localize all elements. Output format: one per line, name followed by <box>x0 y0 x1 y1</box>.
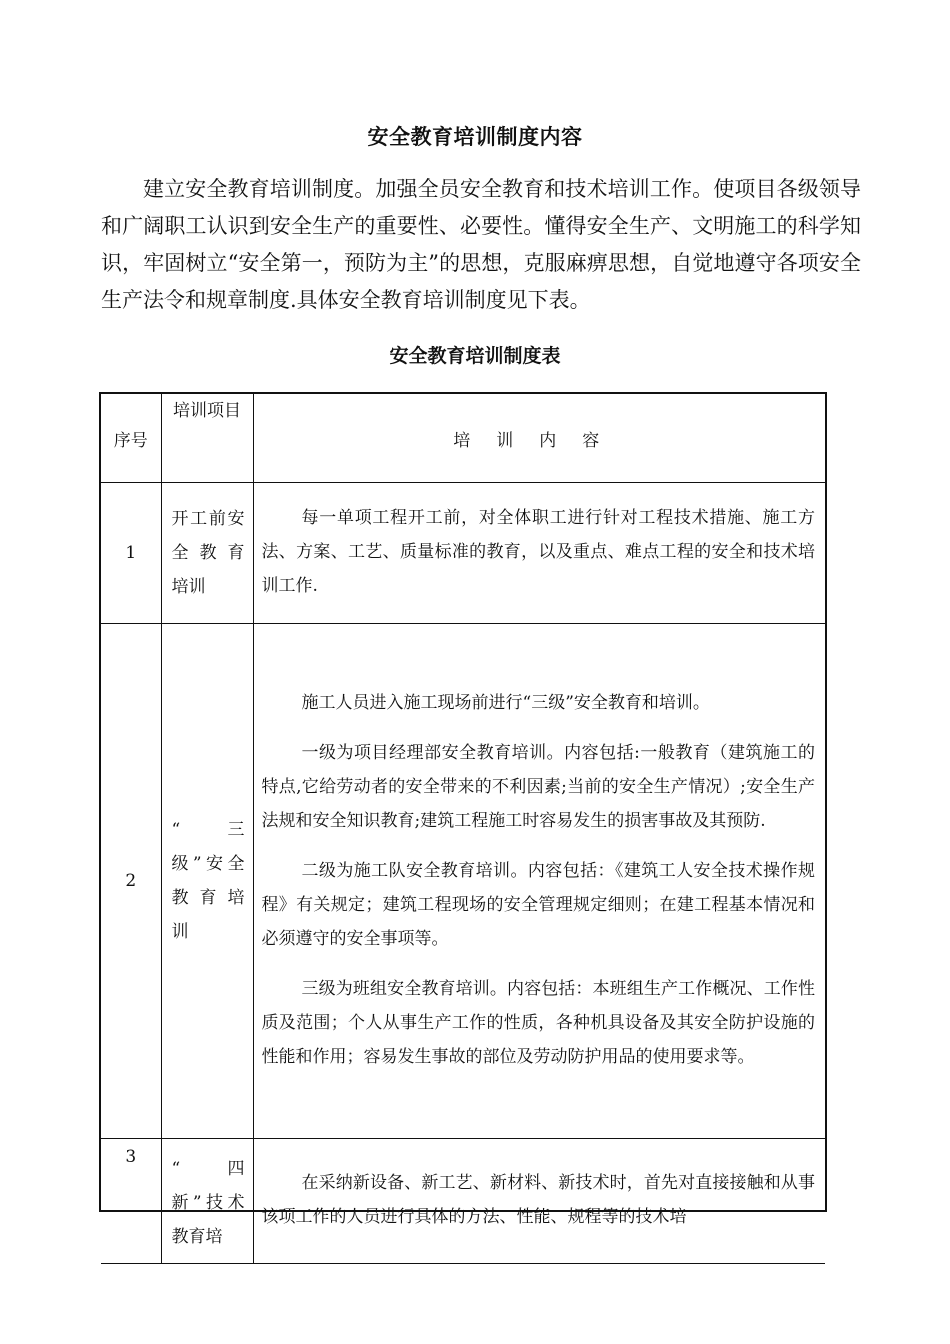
item-line: 训 <box>171 922 189 942</box>
item-line: 教育培 <box>171 888 245 908</box>
header-content: 培训内容 <box>253 394 825 483</box>
content-paragraph: 在采纳新设备、新工艺、新材料、新技术时，首先对直接接触和从事该项工作的人员进行具体的方法、性能、规程等的技术培 <box>261 1173 815 1227</box>
content-paragraph: 二级为施工队安全教育培训。内容包括：《建筑工人安全技术操作规程》有关规定；建筑工程现场的安全管理规定细则；在建工程基本情况和必须遵守的安全事项等。 <box>261 861 815 949</box>
table-row <box>101 483 825 624</box>
intro-paragraph: 建立安全教育培训制度。加强全员安全教育和技术培训工作。使项目各级领导和广阔职工认识到安全生产的重要性、必要性。懂得安全生产、文明施工的科学知识，牢固树立“安全第一，预防为主”的思想，克服麻痹思想，自觉地遵守各项安全生产法令和规章制度.具体安全教育培训制度见下表。 <box>101 177 861 312</box>
item-line: “四 <box>171 1159 245 1179</box>
content-paragraph: 施工人员进入施工现场前进行“三级”安全教育和培训。 <box>301 693 710 713</box>
item-line: “三 <box>171 820 245 840</box>
row-item <box>161 624 253 1139</box>
row-item <box>161 483 253 624</box>
item-line: 培训 <box>171 577 206 597</box>
table-row <box>101 1139 825 1264</box>
table-header-row <box>101 394 825 483</box>
row-number: 1 <box>101 483 161 624</box>
row-content <box>253 1139 825 1264</box>
content-paragraph: 三级为班组安全教育培训。内容包括：本班组生产工作概况、工作性质及范围；个人从事生产工作的性质，各种机具设备及其安全防护设施的性能和作用；容易发生事故的部位及劳动防护用品的使用要求等。 <box>261 979 815 1067</box>
row-item-text <box>162 502 253 604</box>
row-item <box>161 1139 253 1264</box>
item-line: 新”技术 <box>171 1193 245 1213</box>
training-table-frame <box>99 392 827 1247</box>
table-title: 安全教育培训制度表 <box>389 345 561 367</box>
item-line: 开工前安 <box>171 509 245 529</box>
content-paragraph: 一级为项目经理部安全教育培训。内容包括:一般教育（建筑施工的特点,它给劳动者的安全带来的不利因素;当前的安全生产情况）;安全生产法规和安全知识教育;建筑工程施工时容易发生的损害事故及其预防. <box>261 743 815 831</box>
content-paragraph: 每一单项工程开工前，对全体职工进行针对工程技术措施、施工方法、方案、工艺、质量标准的教育，以及重点、难点工程的安全和技术培训工作. <box>261 508 815 596</box>
training-table <box>101 394 825 1264</box>
item-line: 教育培 <box>171 1227 223 1247</box>
header-item: 培训项目 <box>161 394 253 483</box>
row-item-text <box>162 813 253 949</box>
item-line: 级”安全 <box>171 854 245 874</box>
row-number: 3 <box>101 1139 161 1264</box>
table-row <box>101 624 825 1139</box>
row-content <box>253 483 825 624</box>
header-no: 序号 <box>101 394 161 483</box>
row-item-text <box>162 1148 253 1254</box>
item-line: 全教育 <box>171 543 245 563</box>
row-number: 2 <box>101 624 161 1139</box>
document-title: 安全教育培训制度内容 <box>367 124 583 149</box>
row-content <box>253 624 825 1139</box>
